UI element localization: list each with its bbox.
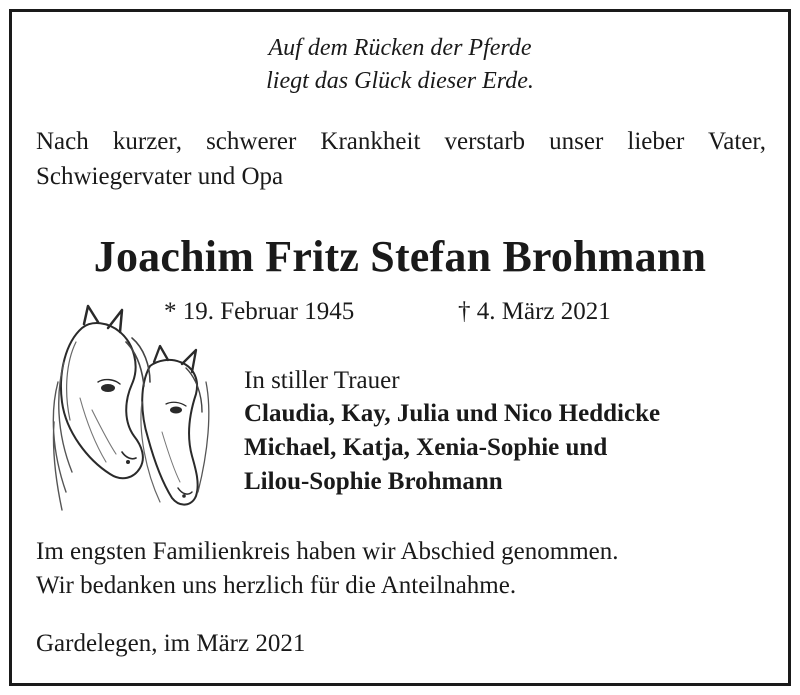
mourners-line-2: Michael, Katja, Xenia-Sophie und — [244, 434, 608, 461]
intro-line-1: Nach kurzer, schwerer Krankheit verstarb unser lieber Vater, — [36, 128, 766, 155]
death-date: † 4. März 2021 — [458, 298, 611, 325]
mourners-line-3: Lilou-Sophie Brohmann — [244, 468, 503, 495]
obituary-notice — [9, 9, 791, 686]
verse-line-1: Auf dem Rücken der Pferde — [268, 35, 532, 61]
mourners-line-1: Claudia, Kay, Julia und Nico Heddicke — [244, 400, 661, 427]
deceased-name: Joachim Fritz Stefan Brohmann — [93, 232, 707, 281]
mourners-intro: In stiller Trauer — [244, 367, 400, 394]
place-date: Gardelegen, im März 2021 — [36, 630, 306, 657]
horse-heads-icon — [36, 302, 221, 517]
verse-line-2: liegt das Glück dieser Erde. — [266, 68, 534, 94]
closing-line-1: Im engsten Familienkreis haben wir Abschied genommen. — [36, 538, 619, 565]
birth-date: * 19. Februar 1945 — [164, 298, 355, 325]
intro-line-2: Schwiegervater und Opa — [36, 163, 284, 190]
closing-line-2: Wir bedanken uns herzlich für die Anteilnahme. — [36, 572, 517, 599]
